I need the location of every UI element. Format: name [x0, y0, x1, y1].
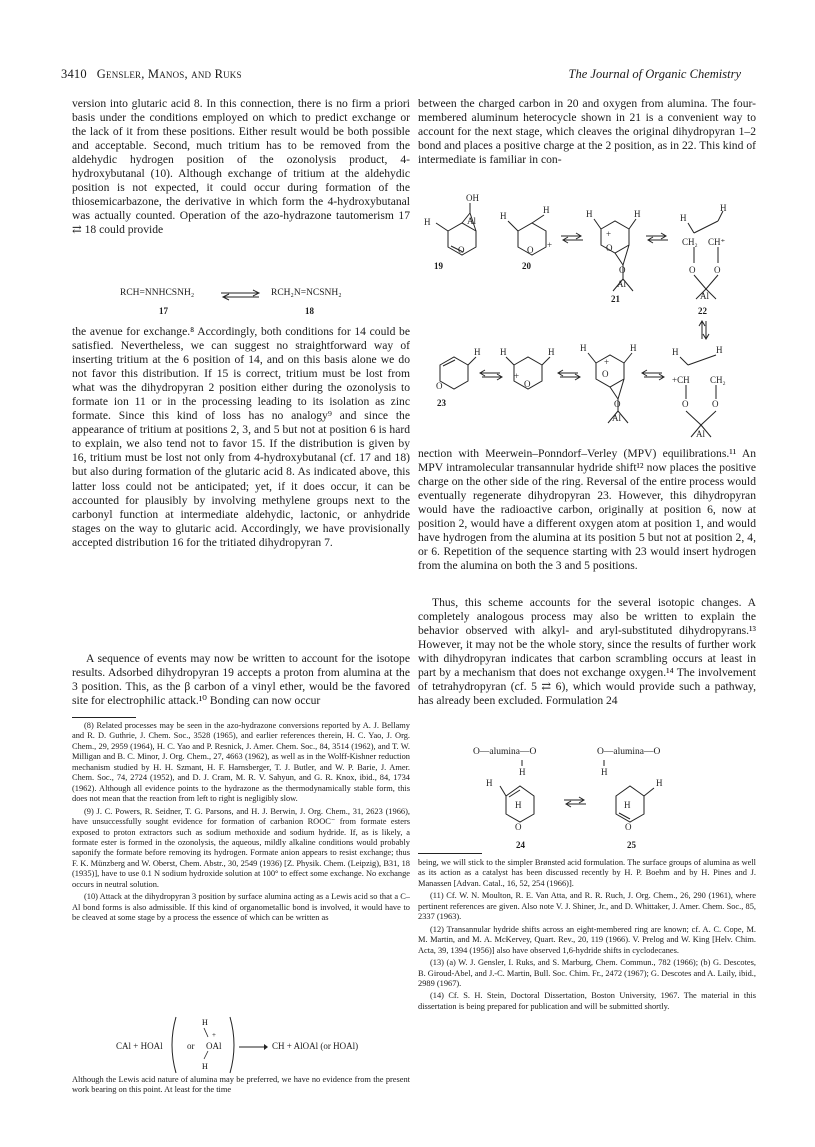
svg-text:H: H	[680, 213, 687, 223]
svg-text:O: O	[712, 399, 719, 409]
footnote-12: (12) Transannular hydride shifts across an eight-membered ring are known; cf. A. C. Cope, M. M. Martin, and M. A. McKervey, Quart. Rev., 20, 119 (1966). V. Prelog and W. King [Helv. Chim. Acta, 39, 1394 (1956)] also have observed 1,6-hydride shifts in cyclodecanes.	[418, 924, 756, 955]
svg-text:O: O	[682, 399, 689, 409]
right-paragraph-2: nection with Meerwein–Ponndorf–Verley (MPV) equilibrations.¹¹ An MPV intramolecular transannular hydride shift¹² now places the positive charge on the other side of the ring. Reversal of the entire process would eventually regenerate dihydropyran 23. However, this dihydropyran would have the radioactive carbon, originally at position 6, now at position 2, would have a different oxygen atom at position 1, and would have hydrogen from the alumina at its position 5 but not at position 2, 4, or 6. Repetition of the sequence starting with 23 would insert hydrogen from the alumina on both the 3 and 5 positions.	[418, 447, 756, 573]
svg-text:H: H	[519, 767, 526, 777]
compound-number-17: 17	[159, 306, 168, 316]
left-paragraph-1: version into glutaric acid 8. In this connection, there is no firm a priori basis under the conditions employed on which to predict exchange or the lack of it from these positions. Either result would be both possible and acceptable. Second, much tritium has to be removed from the aldehydic hydrogen position of the ozonolysis product, 4-hydroxybutanal (10). Although exchange of tritium at the aldehydic position is not expected, it could occur during formation of the thiosemicarbazone, the derivative in which form the 4-hydroxybutanal was actually counted. Operation of the azo-hydrazone tautomerism 17 ⇄ 18 could provide	[72, 97, 410, 237]
equilibrium-arrow	[219, 289, 263, 301]
compound-number-18: 18	[305, 306, 314, 316]
svg-text:+: +	[547, 240, 553, 250]
svg-text:H: H	[515, 800, 522, 810]
right-paragraph-1: between the charged carbon in 20 and oxygen from alumina. The four-membered aluminum heterocycle shown in 21 is a convenient way to account for the next stage, which cleaves the original dihydropyran 1–2 bond and places a positive charge at the 2 position, as in 22. This kind of intermediate is familiar in con-	[418, 97, 756, 167]
svg-text:CH₂: CH₂	[682, 237, 698, 247]
journal-title: The Journal of Organic Chemistry	[568, 67, 741, 81]
footnote-eq-right: CH + AlOAl (or HOAl)	[272, 1041, 359, 1051]
svg-text:O: O	[625, 822, 632, 832]
compound-number-24: 24	[516, 840, 525, 850]
left-paragraph-2: the avenue for exchange.⁸ Accordingly, both conditions for 14 could be satisfied. Nevertheless, we can suggest no straightforward way of inserting tritium at the 6 position of 14, and on this basis alone we do not favor this distribution. If 15 is correct, tritium must be lost from what was the dihydropyran 2 position either during the ozonolysis to formate ion 11 or in the processing leading to its isolation as zinc formate. Since this kind of loss has no analogy⁹ and since the appearance of tritium at positions 2, 3, and 5 but not at position 6 is hard to explain, we also tend not to favor 15. If the distribution is given by 16, tritium must be lost not only from 4-hydroxybutanal (cf. 17 and 18) but also during formation of the glutaric acid 8. As indicated above, this latter loss could not be anticipated; yet, if it does occur, it can be accounted for plausibly by involving methylene groups next to the carbonyl function at intermediate aldehydic, lactonic, or anhydride stages on the way to glutaric acid. Accordingly, we have provisionally accepted distribution 16 for the tritiated dihydropyran 7.	[72, 325, 410, 549]
svg-text:H: H	[202, 1062, 208, 1071]
svg-text:H: H	[672, 347, 679, 357]
footnote-rule-right	[418, 853, 482, 854]
svg-text:H: H	[601, 767, 608, 777]
svg-text:H: H	[486, 778, 493, 788]
footnote-9: (9) J. C. Powers, R. Seidner, T. G. Parsons, and H. J. Berwin, J. Org. Chem., 31, 2623 (1966), have unsuccessfully sought evidence for formation of carbanion ROOC⁻ from formate esters exposed to proton extractors such as sodium methoxide and sodium hydride. If, as is likely, a formate ester is formed in the ozonolysis, the aqueous, mildly alkaline conditions would probably saponify the formate before removing its hydrogen. Formate anion appears to resist exchange; thus F. K. Münzberg and W. Oberst, Chem. Abstr., 30, 2549 (1936) [Z. Physik. Chem. (Leipzig), B31, 18 (1935)], have to use 0.1 N sodium hydroxide solution at 100° to effect some exchange. No exchange occurs in neutral solution.	[72, 806, 410, 889]
svg-text:Al: Al	[617, 279, 626, 289]
svg-text:O: O	[714, 265, 721, 275]
left-paragraph-3: A sequence of events may now be written to account for the isotope results. Adsorbed dihydropyran 19 accepts a proton from alumina at the 3 position. This, as the β carbon of a vinyl ether, would be the favored site for electrophilic attack.¹⁰ Bonding can now occur	[72, 652, 410, 708]
svg-text:O: O	[614, 399, 621, 409]
svg-text:O: O	[527, 245, 534, 255]
svg-text:O: O	[606, 243, 613, 253]
footnote-eq-or: or	[187, 1041, 195, 1051]
footnote-10-continued: being, we will stick to the simpler Brønsted acid formulation. The surface groups of alumina as well as its action as a catalyst has been discussed recently by H. P. Boehm and by H. Pines and J. Manassen [Advan. Catal., 16, 52, 254 (1966)].	[418, 858, 756, 888]
footnote-10: (10) Attack at the dihydropyran 3 position by surface alumina acting as a Lewis acid so that a C–Al bond forms is also admissible. If this kind of organometallic bond is involved, it would have to be cleaved at some stage by a process the essence of which can be written as	[72, 892, 410, 923]
svg-text:OH: OH	[466, 193, 479, 203]
svg-text:H: H	[202, 1018, 208, 1027]
svg-text:O: O	[436, 381, 443, 391]
svg-text:H: H	[720, 203, 727, 213]
svg-text:+: +	[212, 1031, 216, 1039]
svg-text:H: H	[424, 217, 431, 227]
svg-text:+CH: +CH	[672, 375, 690, 385]
footnote-rule	[72, 717, 136, 718]
svg-text:H: H	[500, 211, 507, 221]
svg-text:O: O	[458, 245, 465, 255]
footnote-8: (8) Related processes may be seen in the azo-hydrazone conversions reported by A. J. Bellamy and R. D. Guthrie, J. Chem. Soc., 3528 (1965), and earlier references therein, H. C. Yao, J. Org. Chem., 29, 2959 (1964), H. C. Yao and P. Resnick, J. Amer. Chem. Soc., 84, 3514 (1962), and T. W. Milligan and B. C. Minor, J. Org. Chem., 27, 4663 (1962), as well as in the Wolff-Kishner reduction mechanism studied by H. H. Szmant, H. F. Harnsberger, T. J. Butler, and W. P. Barie, J. Amer. Chem. Soc., 74, 2724 (1952), and D. J. Cram, M. R. V. Sahyun, and G. R. Knox, ibid., 84, 1734 (1962). Although all evidence points to the hydrazone as the thermodynamically stable form, this does not mean that the reaction from left to right is negligibly slow.	[72, 721, 410, 804]
page-number: 3410	[61, 67, 87, 81]
compound-number-21: 21	[611, 294, 620, 304]
hydrazone-structure-17: RCH=NNHCSNH₂	[120, 288, 195, 298]
footnote-13: (13) (a) W. J. Gensler, I. Ruks, and S. Marburg, Chem. Commun., 782 (1966); (b) G. Descotes, B. Giroud-Abel, and J.-C. Martin, Bull. Soc. Chim. Fr., 2472 (1967); G. Descotes and A. Laily, ibid., 2989 (1967).	[418, 958, 756, 988]
svg-text:O: O	[515, 822, 522, 832]
author-line: Gensler, Manos, and Ruks	[96, 67, 242, 81]
azo-structure-18: RCH₂N=NCSNH₂	[271, 288, 342, 298]
running-header-left	[61, 67, 242, 82]
svg-text:+: +	[514, 371, 520, 381]
left-footnotes	[72, 721, 410, 926]
svg-text:+: +	[606, 229, 612, 239]
alumina-bridge-24: O—alumina—O	[473, 747, 537, 757]
structures-24-25	[470, 758, 700, 848]
right-paragraph-3: Thus, this scheme accounts for the several isotopic changes. A completely analogous process may also be written to explain the behavior observed with alkyl- and aryl-substituted dihydropyrans.¹³ However, it may not be the whole story, since the results of further work with dihydropyran indicates that carbon scrambling occurs at least in part by a mechanism that does not exchange oxygen.¹⁴ The involvement of tetrahydropyran (cf. 5 ⇄ 6), which would provide such a pathway, has already been excluded. Formulation 24	[418, 596, 756, 708]
compound-number-25: 25	[627, 840, 636, 850]
svg-text:O: O	[689, 265, 696, 275]
svg-text:H: H	[580, 343, 587, 353]
footnote-eq-left: CAl + HOAl	[116, 1041, 163, 1051]
svg-text:H: H	[500, 347, 507, 357]
svg-text:CH⁺: CH⁺	[708, 237, 726, 247]
svg-text:H: H	[716, 345, 723, 355]
svg-text:Al: Al	[467, 216, 476, 226]
svg-text:H: H	[656, 778, 663, 788]
footnote-11: (11) Cf. W. N. Moulton, R. E. Van Atta, and R. R. Ruch, J. Org. Chem., 26, 290 (1961), where pertinent references are given. Also note V. J. Shiner, Jr., and D. Whittaker, J. Amer. Chem. Soc., 85, 2337 (1963).	[418, 891, 756, 922]
svg-text:H: H	[630, 343, 637, 353]
svg-text:H: H	[634, 209, 641, 219]
compound-number-19: 19	[434, 261, 443, 271]
svg-text:O: O	[602, 369, 609, 379]
compound-number-22: 22	[698, 306, 707, 316]
compound-number-23: 23	[437, 398, 446, 408]
svg-text:O: O	[524, 379, 531, 389]
svg-text:CH₂: CH₂	[710, 375, 726, 385]
reaction-arrow	[238, 1042, 268, 1052]
svg-text:H: H	[586, 209, 593, 219]
alumina-bridge-25: O—alumina—O	[597, 747, 661, 757]
right-footnotes	[418, 858, 756, 1014]
svg-text:Al: Al	[696, 429, 705, 439]
svg-text:H: H	[548, 347, 555, 357]
footnote-eq-bracket-structure	[168, 1013, 238, 1077]
svg-text:H: H	[624, 800, 631, 810]
svg-text:H: H	[474, 347, 481, 357]
svg-text:+: +	[604, 357, 610, 367]
compound-number-20: 20	[522, 261, 531, 271]
svg-text:O: O	[619, 265, 626, 275]
reaction-scheme-19-23	[418, 193, 748, 463]
left-footnote-10-cont: Although the Lewis acid nature of alumina may be preferred, we have no evidence from the present work bearing on this point. At least for the time	[72, 1075, 410, 1095]
svg-text:Al: Al	[700, 291, 709, 301]
footnote-14: (14) Cf. S. H. Stein, Doctoral Dissertation, Boston University, 1967. The material in this dissertation is being prepared for publication and will be submitted shortly.	[418, 991, 756, 1011]
svg-text:H: H	[543, 205, 550, 215]
svg-text:Al: Al	[612, 413, 621, 423]
